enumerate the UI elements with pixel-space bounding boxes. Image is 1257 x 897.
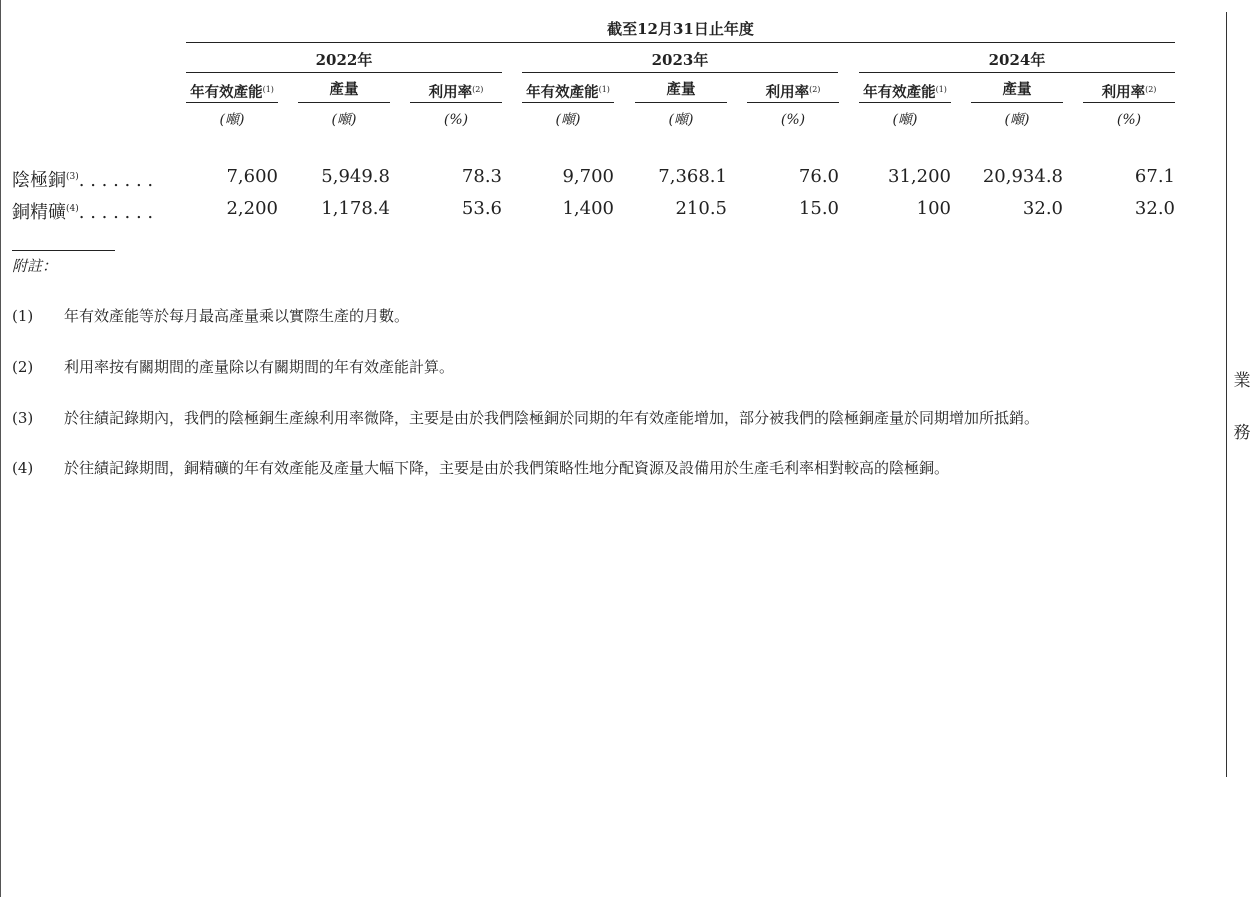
table-cell: 76.0 <box>798 166 839 187</box>
year-2022-header: 2022年 <box>315 51 373 69</box>
table-cell: 7,368.1 <box>658 166 727 187</box>
row-label-cathode-copper: 陰極銅$^{(3)}$. . . . . . . <box>12 170 154 191</box>
note-number: (3) <box>12 409 34 427</box>
table-cell: 1,400 <box>562 198 614 219</box>
table-cell: 210.5 <box>675 198 727 219</box>
column-header-capacity: 年有效產能$^{(1)}$ <box>190 84 274 101</box>
column-unit: (%) <box>443 112 469 128</box>
table-cell: 2,200 <box>226 198 278 219</box>
note-text: 利用率按有關期間的產量除以有關期間的年有效產能計算。 <box>64 358 455 376</box>
note-text: 於往績記錄期間，銅精礦的年有效產能及產量大幅下降，主要是由於我們策略性地分配資源及設備用於生產毛利率相對較高的陰極銅。 <box>64 459 950 477</box>
page-left-border <box>0 0 1 897</box>
note-text: 於往績記錄期內，我們的陰極銅生產線利用率微降，主要是由於我們陰極銅於同期的年有效產能增加，部分被我們的陰極銅產量於同期增加所抵銷。 <box>64 409 1040 427</box>
column-unit: (%) <box>1116 112 1142 128</box>
column-header-utilization: 利用率$^{(2)}$ <box>1101 84 1157 101</box>
notes-divider <box>12 250 115 251</box>
side-label-char: 務 <box>1233 423 1251 443</box>
table-cell: 78.3 <box>461 166 502 187</box>
column-rule <box>971 102 1063 103</box>
table-cell: 7,600 <box>226 166 278 187</box>
table-cell: 15.0 <box>798 198 839 219</box>
note-text: 年有效產能等於每月最高產量乘以實際生產的月數。 <box>64 307 410 325</box>
column-header-utilization: 利用率$^{(2)}$ <box>765 84 821 101</box>
table-cell: 32.0 <box>1134 198 1175 219</box>
side-divider <box>1226 12 1227 777</box>
column-header-output: 產量 <box>329 81 359 98</box>
table-cell: 9,700 <box>562 166 614 187</box>
column-unit: (噸) <box>1004 112 1030 128</box>
table-cell: 31,200 <box>888 166 951 187</box>
column-header-output: 產量 <box>666 81 696 98</box>
note-number: (1) <box>12 307 34 325</box>
column-unit: (噸) <box>219 112 245 128</box>
year-rule <box>186 72 502 73</box>
column-rule <box>635 102 727 103</box>
table-cell: 1,178.4 <box>321 198 390 219</box>
column-header-capacity: 年有效產能$^{(1)}$ <box>863 84 947 101</box>
column-rule <box>1083 102 1175 103</box>
year-rule <box>859 72 1175 73</box>
note-number: (4) <box>12 459 34 477</box>
period-rule <box>186 42 1175 43</box>
year-2023-header: 2023年 <box>651 51 709 69</box>
column-rule <box>410 102 502 103</box>
year-2024-header: 2024年 <box>988 51 1046 69</box>
column-rule <box>298 102 390 103</box>
table-cell: 67.1 <box>1134 166 1175 187</box>
table-cell: 32.0 <box>1022 198 1063 219</box>
column-header-output: 產量 <box>1002 81 1032 98</box>
column-unit: (噸) <box>555 112 581 128</box>
column-unit: (噸) <box>668 112 694 128</box>
note-number: (2) <box>12 358 34 376</box>
period-header: 截至12月31日止年度 <box>607 20 754 38</box>
column-header-capacity: 年有效產能$^{(1)}$ <box>526 84 610 101</box>
table-cell: 100 <box>916 198 951 219</box>
table-cell: 53.6 <box>461 198 502 219</box>
column-unit: (%) <box>780 112 806 128</box>
column-unit: (噸) <box>892 112 918 128</box>
notes-heading: 附註： <box>12 257 58 275</box>
column-rule <box>186 102 278 103</box>
column-rule <box>747 102 839 103</box>
row-label-copper-concentrate: 銅精礦$^{(4)}$. . . . . . . <box>12 202 154 223</box>
side-label-char: 業 <box>1233 371 1251 391</box>
column-header-utilization: 利用率$^{(2)}$ <box>428 84 484 101</box>
column-rule <box>859 102 951 103</box>
table-cell: 5,949.8 <box>321 166 390 187</box>
year-rule <box>522 72 838 73</box>
column-rule <box>522 102 614 103</box>
table-cell: 20,934.8 <box>982 166 1063 187</box>
column-unit: (噸) <box>331 112 357 128</box>
section-side-label <box>1232 355 1252 459</box>
